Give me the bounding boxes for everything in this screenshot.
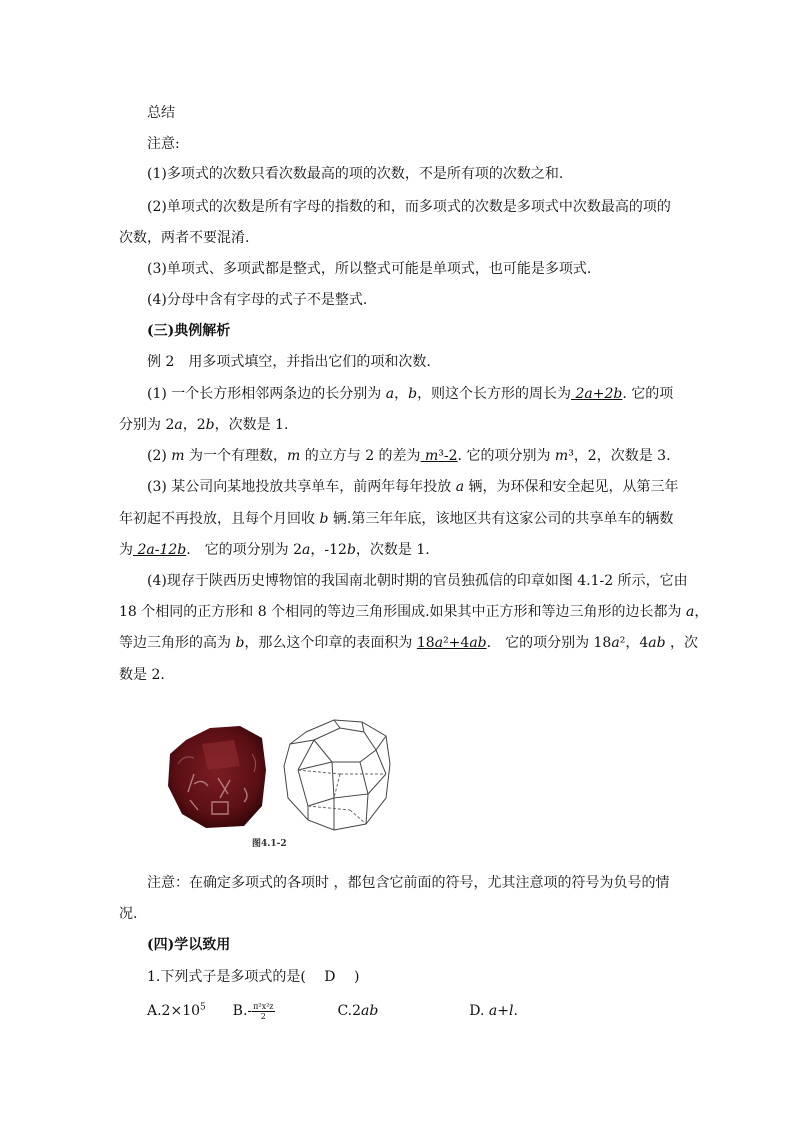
- question-1: 1.下列式子是多项式的是( D ): [147, 969, 360, 985]
- example-4-line-4: 数是 2.: [119, 667, 165, 683]
- section3-title: (三)典例解析: [147, 323, 231, 339]
- note-label: 注意:: [147, 136, 180, 152]
- answer-4: 18a²+4ab: [416, 635, 487, 651]
- option-b-fraction: $\frac{\text{π²x²z}}{2}$: [253, 1001, 274, 1021]
- note-2-line-2: 况.: [119, 906, 138, 922]
- answer-2: m³-2: [425, 448, 458, 464]
- answer-3: 2a-12b: [137, 542, 187, 558]
- example-2-line: (2) m 为一个有理数，m 的立方与 2 的差为 m³-2. 它的项分别为 m³，2，次数是 3.: [147, 448, 671, 464]
- section4-title: (四)学以致用: [147, 937, 231, 953]
- example-3-line-2: 年初起不再投放，且每个月回收 b 辆.第三年年底，该地区共有这家公司的共享单车的辆数: [119, 511, 674, 527]
- example-3-line-1: (3) 某公司向某地投放共享单车，前两年每年投放 a 辆，为环保和安全起见，从第三年: [147, 479, 679, 495]
- example-4-line-2: 18 个相同的正方形和 8 个相同的等边三角形围成.如果其中正方形和等边三角形的边长都为 a，: [119, 604, 709, 620]
- example-4-line-1: (4)现存于陕西历史博物馆的我国南北朝时期的官员独孤信的印章如图 4.1-2 所示，它由: [147, 573, 688, 589]
- polyhedron-drawing: [284, 720, 390, 830]
- summary-title: 总结: [147, 105, 175, 121]
- example-3-line-3: 为 2a-12b. 它的项分别为 2a，-12b，次数是 1.: [119, 542, 430, 558]
- example-intro: 例 2 用多项式填空，并指出它们的项和次数.: [147, 354, 431, 370]
- option-c: C.2ab: [337, 1003, 379, 1019]
- example-4-line-3: 等边三角形的高为 b，那么这个印章的表面积为 18a²+4ab. 它的项分别为 18a²，4ab ，次: [119, 635, 699, 651]
- option-b: B.- $\frac{\text{π²x²z}}{2}$: [232, 1001, 274, 1021]
- example-1-line-1: (1) 一个长方形相邻两条边的长分别为 a，b，则这个长方形的周长为 2a+2b. 它的项: [147, 386, 674, 402]
- seal-images: [164, 714, 434, 854]
- note-2: (2)单项式的次数是所有字母的指数的和，而多项式的次数是多项式中次数最高的项的: [147, 199, 671, 215]
- seal-photo: [168, 726, 266, 828]
- figure-caption: 图4.1-2: [252, 839, 287, 849]
- answer-1: 2a+2b: [575, 386, 623, 402]
- example-1-line-2: 分别为 2a，2b，次数是 1.: [119, 417, 289, 433]
- note-2-line-1: 注意：在确定多项式的各项时 ，都包含它前面的符号，尤其注意项的符号为负号的情: [147, 875, 670, 891]
- options-row: [147, 1001, 518, 1021]
- option-a: $A.2\times 10^5$: [147, 1002, 206, 1019]
- note-2-cont: 次数，两者不要混淆.: [119, 230, 250, 246]
- note-1: (1)多项式的次数只看次数最高的项的次数，不是所有项的次数之和.: [147, 166, 564, 182]
- option-d: D. a+l.: [469, 1003, 518, 1019]
- note-4: (4)分母中含有字母的式子不是整式.: [147, 292, 368, 308]
- note-3: (3)单项式、多项武都是整式，所以整式可能是单项式，也可能是多项式.: [147, 261, 592, 277]
- seal-figure: [164, 714, 434, 854]
